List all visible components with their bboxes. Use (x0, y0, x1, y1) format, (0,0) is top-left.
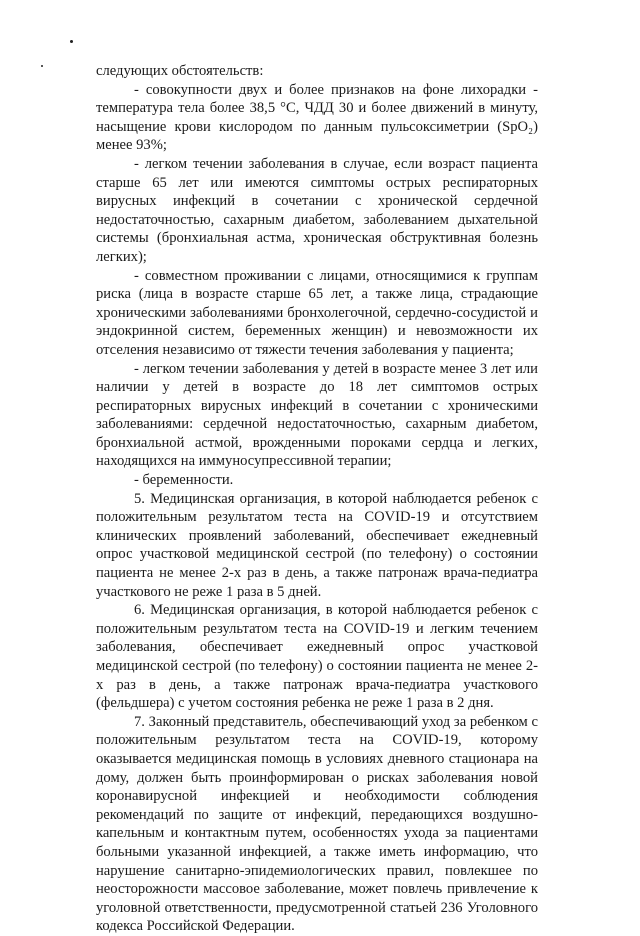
intro-line: следующих обстоятельств: (96, 63, 264, 79)
document-page (96, 62, 538, 936)
list-item: - легком течении заболевания у детей в возрасте менее 3 лет или наличии у детей в возрасте до 18 лет симптомов острых респираторных вирусных инфекций в сочетании с хроническими заболеваниями: сердечной недостаточностью, сахарным диабетом, бронхиальной астмой, врожденными пороками сердца и легких, находящихся на иммуносупрессивной терапии; (96, 360, 538, 470)
list-item: - беременности. (134, 472, 234, 489)
paragraph-6: 6. Медицинская организация, в которой наблюдается ребенок с положительным результатом теста на COVID-19 и легким течением заболевания, обеспечивает ежедневный опрос участковой медицинской сестрой (по телефону) о состоянии пациента не менее 2-х раз в день, а также патронаж врача-педиатра участкового (фельдшера) с учетом состояния ребенка не реже 1 раза в 2 дня. (96, 602, 538, 712)
list-item: - совместном проживании с лицами, относящимися к группам риска (лица в возрасте старше 65 лет, а также лица, страдающие хроническими заболеваниями бронхолегочной, сердечно-сосудистой и эндокринной систем, беременных женщин) и невозможности их отселения независимо от тяжести течения заболевания у пациента; (96, 267, 538, 358)
scan-artifact-dot (70, 40, 73, 43)
list-item: - легком течении заболевания в случае, если возраст пациента старше 65 лет или имеются симптомы острых респираторных вирусных инфекций в сочетании с хронической сердечной недостаточностью, сахарным диабетом, заболеванием дыхательной системы (бронхиальная астма, хроническая обструктивная болезнь легких); (96, 155, 538, 265)
scan-artifact-dot (41, 65, 43, 67)
paragraph-5: 5. Медицинская организация, в которой наблюдается ребенок с положительным результатом теста на COVID-19 и отсутствием клинических проявлений заболеваний, обеспечивает ежедневный опрос участковой медицинской сестрой (по телефону) о состоянии пациента не менее 2-х раз в день, а также патронаж врача-педиатра участкового не реже 1 раза в 5 дней. (96, 490, 538, 600)
list-item: - совокупности двух и более признаков на фоне лихорадки - температура тела более 38,5 °С, ЧДД 30 и более движений в минуту, насыщение крови кислородом по данным пульсоксиметрии (SpO₂) менее 93%; (96, 81, 538, 154)
paragraph-7: 7. Законный представитель, обеспечивающий уход за ребенком с положительным результатом теста на COVID-19, которому оказывается медицинская помощь в условиях дневного стационара на дому, должен быть проинформирован о рисках заболевания новой коронавирусной инфекцией и необходимости соблюдения рекомендаций по защите от инфекций, передающихся воздушно-капельным и контактным путем, особенностях ухода за пациентами больными указанной инфекцией, а также иметь информацию, что нарушение санитарно-эпидемиологических правил, повлекшее по неосторожности массовое заболевание, может повлечь привлечение к уголовной ответственности, предусмотренной статьей 236 Уголовного кодекса Российской Федерации. (96, 713, 538, 935)
